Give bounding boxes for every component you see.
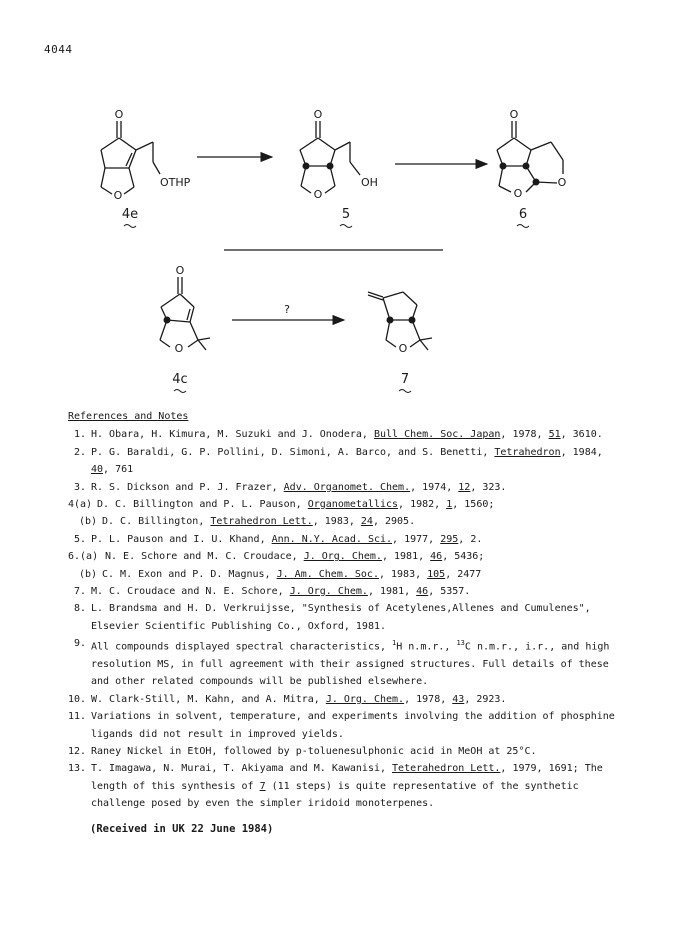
reference-6a: 6.(a) N. E. Schore and M. C. Croudace, J. Org. Chem., 1981, 46, 5436; [68,551,485,563]
reference-10: 10. W. Clark-Still, M. Kahn, and A. Mitra, J. Org. Chem., 1978, 43, 2923. [68,693,507,705]
reference-9-line3: and other related compounds will be published elsewhere. [91,676,429,688]
received-date: (Received in UK 22 June 1984) [90,823,274,835]
compound-4c-structure [160,277,210,350]
reference-12: 12. Raney Nickel in EtOH, followed by p-toluenesulphonic acid in MeOH at 25°C. [68,746,537,758]
compound-label-4c: 4c [172,372,188,387]
atom-o-4e-carbonyl: O [114,108,124,121]
atom-o-5-carbonyl: O [313,108,323,121]
reference-13-line3: challenge posed by even the simpler iridoid monoterpenes. [91,798,435,810]
reference-6b: (b) C. M. Exon and P. D. Magnus, J. Am. Chem. Soc., 1983, 105, 2477 [78,568,482,580]
compound-5-structure [300,121,360,193]
reference-13: 13. T. Imagawa, N. Murai, T. Akiyama and M. Kawanisi, Teterahedron Lett., 1979, 1691; The [68,763,603,775]
reference-8: 8. L. Brandsma and H. D. Verkruijsse, "Synthesis of Acetylenes,Allenes and Cumulenes", [73,603,591,615]
references-heading: References and Notes [68,411,189,422]
compound-label-5: 5 [341,207,351,222]
reference-3: 3. R. S. Dickson and P. J. Frazer, Adv. Organomet. Chem., 1974, 12, 323. [73,481,507,493]
atom-o-4c-ring: O [174,342,184,355]
atom-o-4c-carbonyl: O [175,264,185,277]
substituent-oh: OH [361,176,378,189]
atom-o-6-carbonyl: O [509,108,519,121]
page-number: 4044 [44,43,73,56]
atom-o-4e-ring: O [113,189,123,202]
reference-4b: (b) D. C. Billington, Tetrahedron Lett., 1983, 24, 2905. [78,516,416,528]
reference-2: 2. P. G. Baraldi, G. P. Pollini, D. Simoni, A. Barco, and S. Benetti, Tetrahedron, 1984, [73,446,603,458]
reference-9-line2: resolution MS, in full agreement with their assigned structures. Full details of these [91,659,609,671]
reaction-scheme [0,0,680,400]
atom-o-6-ring: O [513,187,523,200]
reference-11: 11. Variations in solvent, temperature, and experiments involving the addition of phosphine [68,711,615,723]
reference-1: 1. H. Obara, H. Kimura, M. Suzuki and J. Onodera, Bull Chem. Soc. Japan, 1978, 51, 3610. [73,429,603,441]
references-section [68,408,628,813]
reference-2-continued: 40, 761 [91,464,134,476]
reference-4a: 4(a) D. C. Billington and P. L. Pauson, Organometallics, 1982, 1, 1560; [68,499,495,511]
atom-o-5-ring: O [313,188,323,201]
compound-4e-structure [101,121,160,194]
compound-6-structure [497,121,563,192]
reference-5: 5. P. L. Pauson and I. U. Khand, Ann. N.Y. Acad. Sci., 1977, 295, 2. [73,533,483,545]
stereocenter-dots [164,163,540,324]
reference-9: 9. All compounds displayed spectral characteristics, $^1$H n.m.r., $^{13}$C n.m.r., i.r., and high [73,638,610,653]
substituent-othp: OTHP [160,176,191,189]
compound-label-7: 7 [400,372,410,387]
reference-7: 7. M. C. Croudace and N. E. Schore, J. Org. Chem., 1981, 46, 5357. [73,586,471,598]
reaction-question-mark: ? [284,303,290,316]
reference-13-line2: length of this synthesis of 7 (11 steps) is quite representative of the synthetic [91,780,579,792]
compound-label-6: 6 [518,207,528,222]
compound-label-4e: 4e [121,207,139,222]
atom-o-7-ring: O [398,342,408,355]
atom-o-6-pyran: O [557,176,567,189]
reference-11-continued: ligands did not result in improved yields. [91,728,344,740]
reference-8-continued: Elsevier Scientific Publishing Co., Oxford, 1981. [91,620,387,632]
